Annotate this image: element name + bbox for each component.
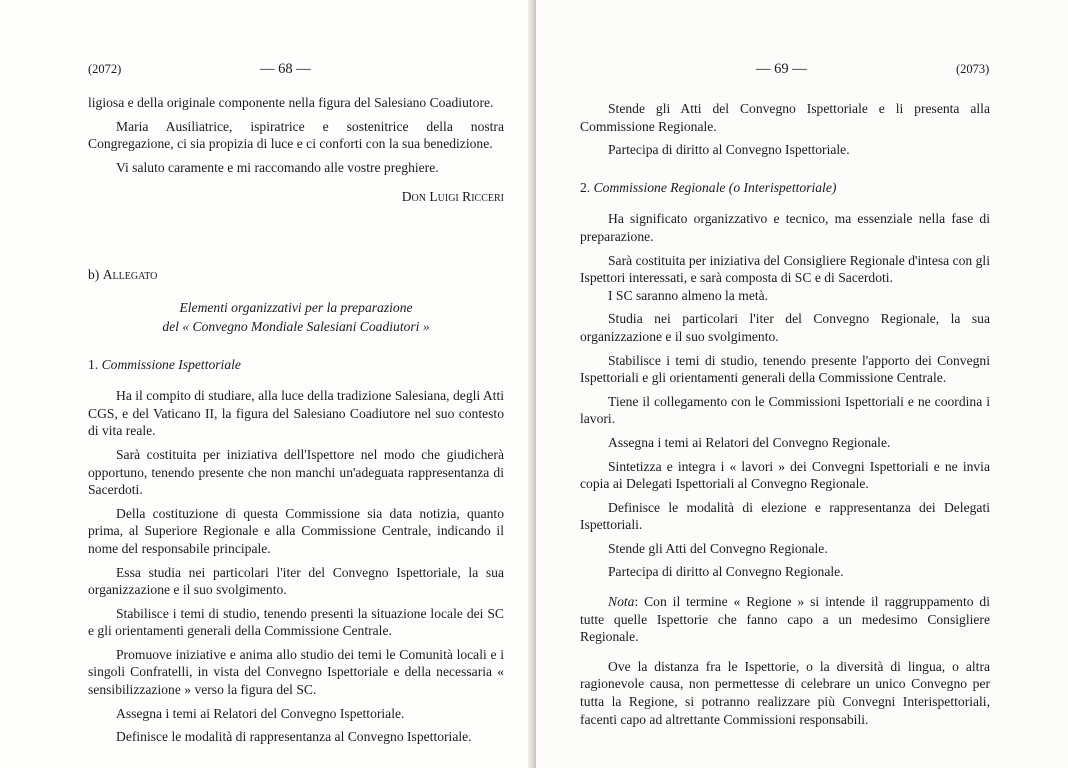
intro-paragraph-3: Vi saluto caramente e mi raccomando alle vostre preghiere. <box>116 159 439 175</box>
section-1-number: 1. <box>88 356 99 372</box>
subtitle-line-1: Elementi organizzativi per la preparazione <box>179 299 413 315</box>
signature: Don Luigi Ricceri <box>401 189 504 205</box>
right-page-body <box>580 100 990 728</box>
allegato-heading <box>88 266 504 284</box>
section-2-paragraph: Stende gli Atti del Convegno Regionale. <box>608 540 828 556</box>
right-page <box>536 0 1068 768</box>
section-1-paragraph: Della costituzione di questa Commissione sia data notizia, quanto prima, al Superiore Regionale e alla Commissione Centrale, indicando il nome del responsabile principale. <box>88 505 504 556</box>
section-2-paragraph: Sintetizza e integra i « lavori » dei Convegni Ispettoriali e ne invia copia ai Delegati Ispettoriali al Convegno Regionale. <box>580 458 990 492</box>
section-2-paragraph: Definisce le modalità di elezione e rappresentanza dei Delegati Ispettoriali. <box>580 499 990 533</box>
subtitle-line-2: del « Convegno Mondiale Salesiani Coadiutori » <box>162 318 430 334</box>
section-1-paragraph: Promuove iniziative e anima allo studio dei temi le Comunità locali e i singoli Confratelli, in vista del Convegno Ispettoriale e della necessaria « sensibilizzazione » verso la figura del SC. <box>88 646 504 698</box>
final-paragraph: Ove la distanza fra le Ispettorie, o la diversità di lingua, o altra ragionevole causa, non permettesse di celebrare un unico Convegno per tutta la Regione, si potranno realizzare più Convegni Interispettoriali, facenti capo ad altrettante Commissioni responsabili. <box>580 658 990 727</box>
section-2-paragraph: Sarà costituita per iniziativa del Consigliere Regionale d'intesa con gli Ispettori interessati, e sarà composta di SC e di Sacerdoti. <box>580 252 990 286</box>
section-1-paragraph: Essa studia nei particolari l'iter del Convegno Ispettoriale, la sua organizzazione e il suo svolgimento. <box>88 564 504 598</box>
left-page-body <box>88 94 504 746</box>
allegato-letter: b) <box>88 266 100 282</box>
section-2-paragraph: Ha significato organizzativo e tecnico, ma essenziale nella fase di preparazione. <box>580 211 990 244</box>
section-2-paragraph: Studia nei particolari l'iter del Convegno Regionale, la sua organizzazione e il suo svolgimento. <box>580 311 990 344</box>
section-1-title: Commissione Ispettoriale <box>101 356 241 372</box>
section-2-paragraph: Stabilisce i temi di studio, tenendo presente l'apporto dei Convegni Ispettoriali e gli orientamenti generali della Commissione Centrale. <box>580 352 990 386</box>
section-2-title-paren: (o Interispettoriale) <box>728 179 837 195</box>
top-paragraph: Stende gli Atti del Convegno Ispettoriale e li presenta alla Commissione Regionale. <box>580 101 990 134</box>
section-2-paragraph: Tiene il collegamento con le Commissioni Ispettoriali e ne coordina i lavori. <box>580 393 990 427</box>
right-page-number: — 69 — <box>756 61 807 77</box>
intro-paragraph-2: Maria Ausiliatrice, ispiratrice e sostenitrice della nostra Congregazione, ci sia propizia di luce e ci conforti con la sua benedizione. <box>88 118 504 152</box>
section-2-paragraph: I SC saranno almeno la metà. <box>608 287 769 303</box>
left-page-number: — 68 — <box>260 61 311 77</box>
intro-paragraph-1: ligiosa e della originale componente nella figura del Salesiano Coadiutore. <box>88 95 494 110</box>
section-1-heading <box>88 356 504 374</box>
document-subtitle <box>88 298 504 336</box>
section-1-paragraph: Ha il compito di studiare, alla luce della tradizione Salesiana, degli Atti CGS, e del Vaticano II, la figura del Salesiano Coadiutore nel suo contesto di vita reale. <box>88 388 504 439</box>
section-2-number: 2. <box>580 179 591 195</box>
section-1-paragraph: Stabilisce i temi di studio, tenendo presenti la situazione locale dei SC e gli orientamenti generali della Commissione Centrale. <box>88 605 504 639</box>
section-2-paragraph: Partecipa di diritto al Convegno Regionale. <box>608 564 844 580</box>
right-header-code: (2073) <box>956 62 990 76</box>
section-1-paragraph: Sarà costituita per iniziativa dell'Ispettore nel modo che giudicherà opportuno, tenendo presente che non manchi un'adeguata rappresentanza di Sacerdoti. <box>88 446 504 498</box>
section-2-title: Commissione Regionale <box>593 179 726 195</box>
section-2-heading <box>580 179 990 197</box>
section-1-paragraph: Assegna i temi ai Relatori del Convegno Ispettoriale. <box>116 705 405 721</box>
left-header-code: (2072) <box>88 62 122 76</box>
note-text: : Con il termine « Regione » si intende il raggruppamento di tutte quelle Ispettorie che fanno capo a un medesimo Consigliere Regionale. <box>580 594 990 645</box>
note-paragraph <box>580 593 990 646</box>
note-label: Nota <box>608 594 635 610</box>
section-2-paragraph: Assegna i temi ai Relatori del Convegno Regionale. <box>608 434 891 450</box>
section-1-paragraph: Definisce le modalità di rappresentanza al Convegno Ispettoriale. <box>116 729 472 745</box>
top-paragraph: Partecipa di diritto al Convegno Ispettoriale. <box>608 142 850 158</box>
allegato-label: Allegato <box>102 266 158 282</box>
